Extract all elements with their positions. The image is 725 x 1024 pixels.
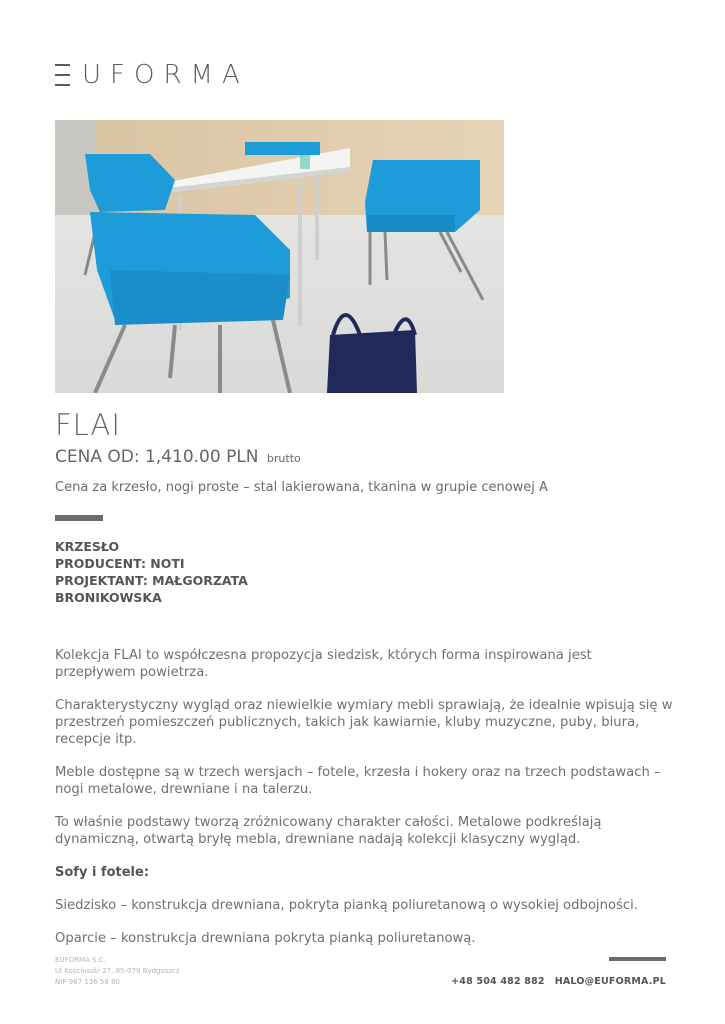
description-paragraph: Siedzisko – konstrukcja drewniana, pokryta pianką poliuretanową o wysokiej odbojności. (55, 898, 638, 913)
footer-divider (609, 957, 666, 961)
footer-phone[interactable]: +48 504 482 882 (451, 976, 545, 987)
meta-designer-cont: BRONIKOWSKA (55, 590, 162, 605)
product-photo (55, 120, 504, 393)
meta-producer: PRODUCENT: NOTI (55, 556, 185, 571)
section-heading: Sofy i fotele: (55, 865, 150, 880)
price-value: CENA OD: 1,410.00 PLN (55, 447, 259, 467)
footer-email[interactable]: HALO@EUFORMA.PL (554, 976, 666, 987)
logo-e-mark (55, 64, 70, 86)
logo-text: UFORMA (82, 60, 249, 90)
description-paragraph: Meble dostępne są w trzech wersjach – fotele, krzesła i hokery oraz na trzech podstawach – nogi metalowe, drewniane i na talerzu. (55, 765, 661, 797)
footer-street: Ul Kościuszki 27, 85-079 Bydgoszcz (55, 967, 180, 975)
footer-contact (451, 976, 666, 987)
description-paragraph: To właśnie podstawy tworzą zróżnicowany charakter całości. Metalowe podkreślają dynamiczną, otwartą bryłę mebla, drewniane nadają kolekcji klasyczny wygląd. (55, 815, 602, 847)
brand-logo[interactable] (55, 60, 249, 90)
footer-nip: NIP 967 136 58 80 (55, 978, 120, 986)
description-paragraph: Charakterystyczny wygląd oraz niewielkie wymiary mebli sprawiają, że idealnie wpisują się w przestrzeń pomieszczeń publicznych, takich jak kawiarnie, kluby muzyczne, puby, biura, recepcje itp. (55, 698, 673, 747)
description-paragraph: Oparcie – konstrukcja drewniana pokryta pianką poliuretanową. (55, 931, 476, 946)
product-description (55, 647, 675, 963)
meta-category: KRZESŁO (55, 539, 120, 554)
meta-designer: PROJEKTANT: MAŁGORZATA (55, 573, 248, 588)
footer-company: EUFORMA S.C. (55, 956, 106, 964)
price-line (55, 447, 301, 467)
footer-address (55, 955, 180, 988)
price-note: Cena za krzesło, nogi proste – stal lakierowana, tkanina w grupie cenowej A (55, 480, 548, 495)
product-meta (55, 538, 285, 606)
price-suffix: brutto (266, 452, 301, 465)
section-divider (55, 515, 103, 521)
description-paragraph: Kolekcja FLAI to współczesna propozycja siedzisk, których forma inspirowana jest przepływem powietrza. (55, 648, 592, 680)
product-title: FLAI (55, 408, 121, 442)
